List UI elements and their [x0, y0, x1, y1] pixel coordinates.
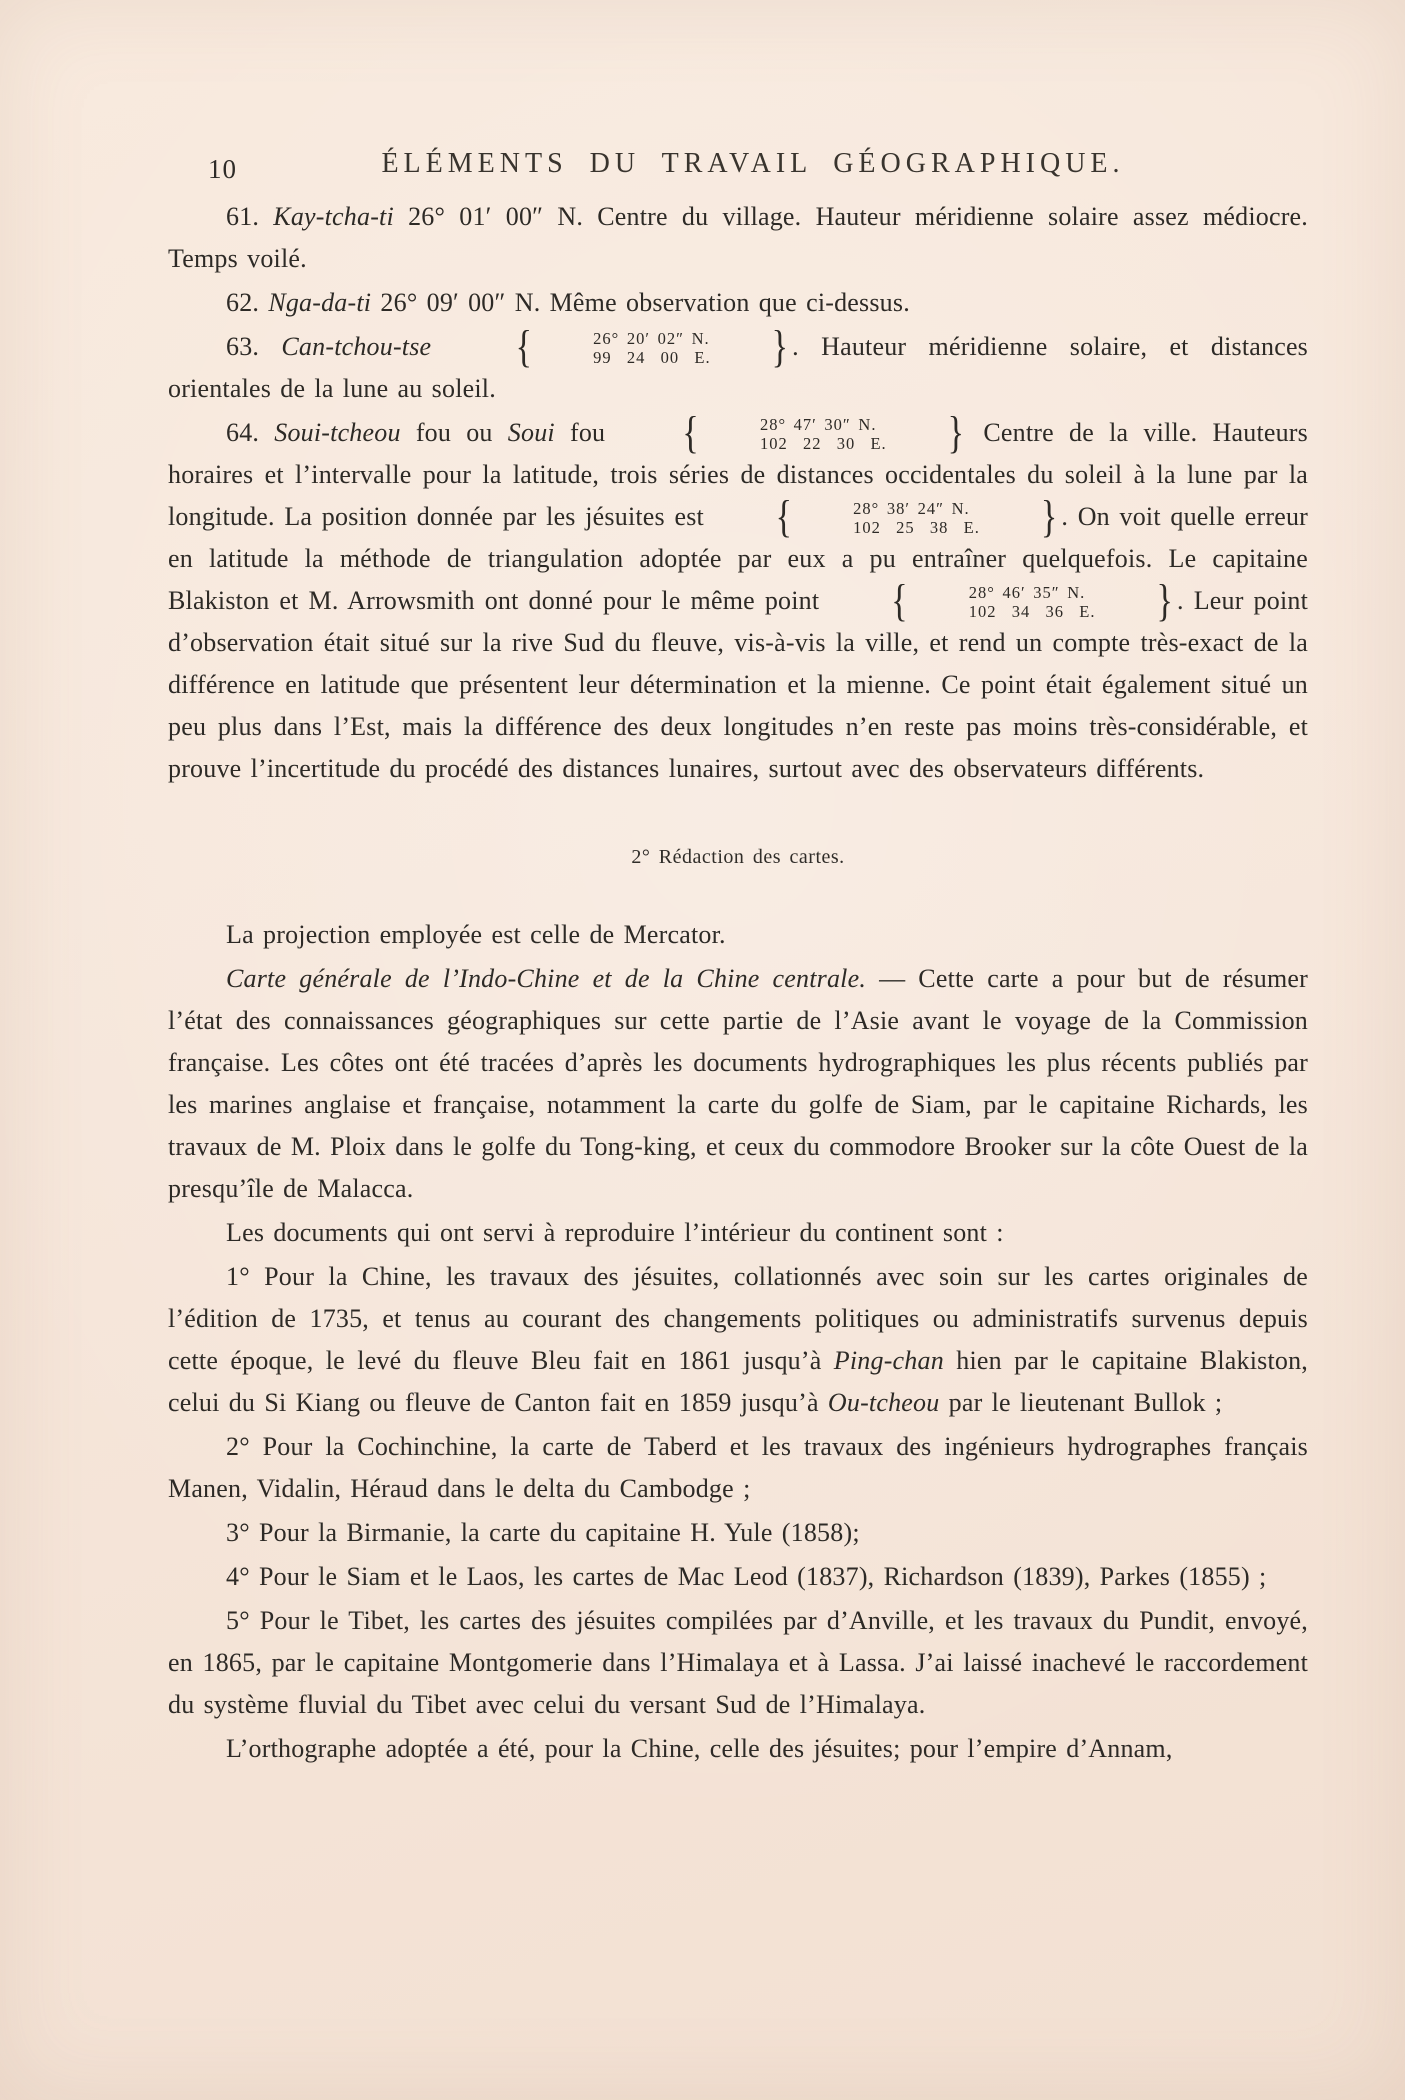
latitude-value: 28° 38′ 24″ N. [853, 499, 970, 519]
entry-63 [168, 322, 1308, 410]
text-segment: . Hauteur méridienne solaire, et distances orientales de la lune au soleil. [168, 332, 1308, 403]
text-segment: 3° Pour la Birmanie, la carte du capitaine H. Yule (1858); [226, 1518, 860, 1547]
text-segment: 4° Pour le Siam et le Laos, les cartes de Mac Leod (1837), Richardson (1839), Parkes (1855) ; [226, 1562, 1267, 1591]
text-segment: 2° Pour la Cochinchine, la carte de Taberd et les travaux des ingénieurs hydrographes français Manen, Vidalin, Héraud dans le delta du Cambodge ; [168, 1432, 1308, 1503]
list-item-2 [168, 1426, 1308, 1510]
italic-segment: Can-tchou-tse [281, 332, 432, 361]
longitude-value: 102 25 38 E. [853, 518, 980, 538]
coordinate-values [910, 583, 1097, 621]
text-segment: hien par le capitaine Blakiston, celui du Si Kiang ou fleuve de Canton fait en 1859 jusqu’à [168, 1346, 1309, 1417]
text-segment: L’orthographe adoptée a été, pour la Chine, celle des jésuites; pour l’empire d’Annam, [226, 1734, 1173, 1763]
running-title: ÉLÉMENTS DU TRAVAIL GÉOGRAPHIQUE. [381, 148, 1125, 179]
text-segment: 26° 09′ 00″ N. Même observation que ci-dessus. [371, 288, 910, 317]
text-segment: 26° 01′ 00″ N. Centre du village. Hauteur méridienne solaire assez médiocre. Temps voilé. [168, 202, 1308, 273]
list-item-5 [168, 1600, 1308, 1726]
text-segment: fou [554, 418, 621, 447]
section-heading: 2° Rédaction des cartes. [631, 846, 845, 868]
italic-segment: Soui [507, 418, 555, 447]
italic-segment: Ping-chan [833, 1346, 944, 1375]
coordinate-values [534, 329, 711, 367]
italic-segment: Nga-da-ti [268, 288, 372, 317]
text-segment: 5° Pour le Tibet, les cartes des jésuites compilées par d’Anville, et les travaux du Pundit, envoyé, en 1865, par le capitaine Montgomerie dans l’Himalaya et à Lassa. J’ai laissé inachevé le raccordement du système fluvial du Tibet avec celui du versant Sud de l’Himalaya. [168, 1606, 1308, 1719]
entry-64 [168, 408, 1308, 790]
text-segment: Les documents qui ont servi à reproduire l’intérieur du continent sont : [226, 1218, 1004, 1247]
coordinate-values [701, 415, 888, 453]
coordinate-stack [831, 576, 1175, 627]
text-segment: 62. [226, 288, 269, 317]
coordinate-stack [622, 408, 966, 459]
italic-segment: Soui-tcheou [274, 418, 401, 447]
text-segment [431, 332, 453, 361]
left-brace: { [775, 492, 793, 543]
longitude-value: 99 24 00 E. [593, 348, 711, 368]
page-header [168, 148, 1308, 192]
coordinate-stack [456, 322, 791, 373]
latitude-value: 28° 47′ 30″ N. [759, 415, 877, 435]
coordinate-stack [716, 492, 1060, 543]
coordinate-values [794, 499, 981, 537]
list-item-1 [168, 1256, 1308, 1424]
text-segment: La projection employée est celle de Mercator. [226, 920, 726, 949]
text-segment: . Leur point d’observation était situé sur la rive Sud du fleuve, vis-à-vis la ville, et rend un compte très-exact de la différence en latitude que présentent leur détermination et la mienne. Ce point était également situé un peu plus dans l’Est, mais la différence des deux longitudes n’en reste pas moins très-considérable, et prouve l’incertitude du procédé des distances lunaires, surtout avec des observateurs différents. [168, 586, 1308, 783]
text-segment: 64. [226, 418, 275, 447]
entry-62 [168, 282, 1308, 324]
right-brace: } [771, 322, 789, 373]
italic-segment: Carte générale de l’Indo-Chine et de la Chine centrale. [226, 964, 867, 993]
right-brace: } [1156, 576, 1174, 627]
text-segment: . On voit quelle erreur en latitude la méthode de triangulation adoptée par eux a pu entraîner quelquefois. Le capitaine Blakiston et M. Arrowsmith ont donné pour le même point [168, 502, 1308, 615]
page-body [168, 196, 1308, 1772]
page-number: 10 [208, 154, 237, 184]
text-segment: 1° Pour la Chine, les travaux des jésuites, collationnés avec soin sur les cartes originales de l’édition de 1735, et tenus au courant des changements politiques ou administratifs survenus depuis cette époque, le levé du fleuve Bleu fait en 1861 jusqu’à [168, 1262, 1308, 1375]
italic-segment: Kay-tcha-ti [273, 202, 394, 231]
projection-para [168, 914, 1308, 956]
list-item-4 [168, 1556, 1308, 1598]
text-segment: 63. [226, 332, 282, 361]
carte-generale-para [168, 958, 1308, 1210]
latitude-value: 26° 20′ 02″ N. [593, 329, 710, 349]
italic-segment: Ou-tcheou [827, 1388, 940, 1417]
list-item-3 [168, 1512, 1308, 1554]
right-brace: } [947, 408, 965, 459]
text-segment: Centre de la ville. Hauteurs horaires et l’intervalle pour la latitude, trois séries de distances occidentales du soleil à la lune par la longitude. La position donnée par les jésuites est [168, 418, 1308, 531]
text-segment: — Cette carte a pour but de résumer l’état des connaissances géographiques sur cette partie de l’Asie avant le voyage de la Commission française. Les côtes ont été tracées d’après les documents hydrographiques les plus récents publiés par les marines anglaise et française, notamment la carte du golfe de Siam, par le capitaine Richards, les travaux de M. Ploix dans le golfe du Tong-king, et ceux du commodore Brooker sur la côte Ouest de la presqu’île de Malacca. [168, 964, 1308, 1203]
text-segment: 61. [226, 202, 274, 231]
left-brace: { [891, 576, 908, 627]
left-brace: { [682, 408, 699, 459]
right-brace: } [1040, 492, 1058, 543]
text-segment: fou ou [400, 418, 508, 447]
latitude-value: 28° 46′ 35″ N. [968, 583, 1086, 603]
text-segment: par le lieutenant Bullok ; [939, 1388, 1223, 1417]
documents-intro-para [168, 1212, 1308, 1254]
left-brace: { [515, 322, 533, 373]
entry-61 [168, 196, 1308, 280]
longitude-value: 102 22 30 E. [759, 434, 887, 454]
orthographe-para [168, 1728, 1308, 1770]
longitude-value: 102 34 36 E. [968, 602, 1096, 622]
